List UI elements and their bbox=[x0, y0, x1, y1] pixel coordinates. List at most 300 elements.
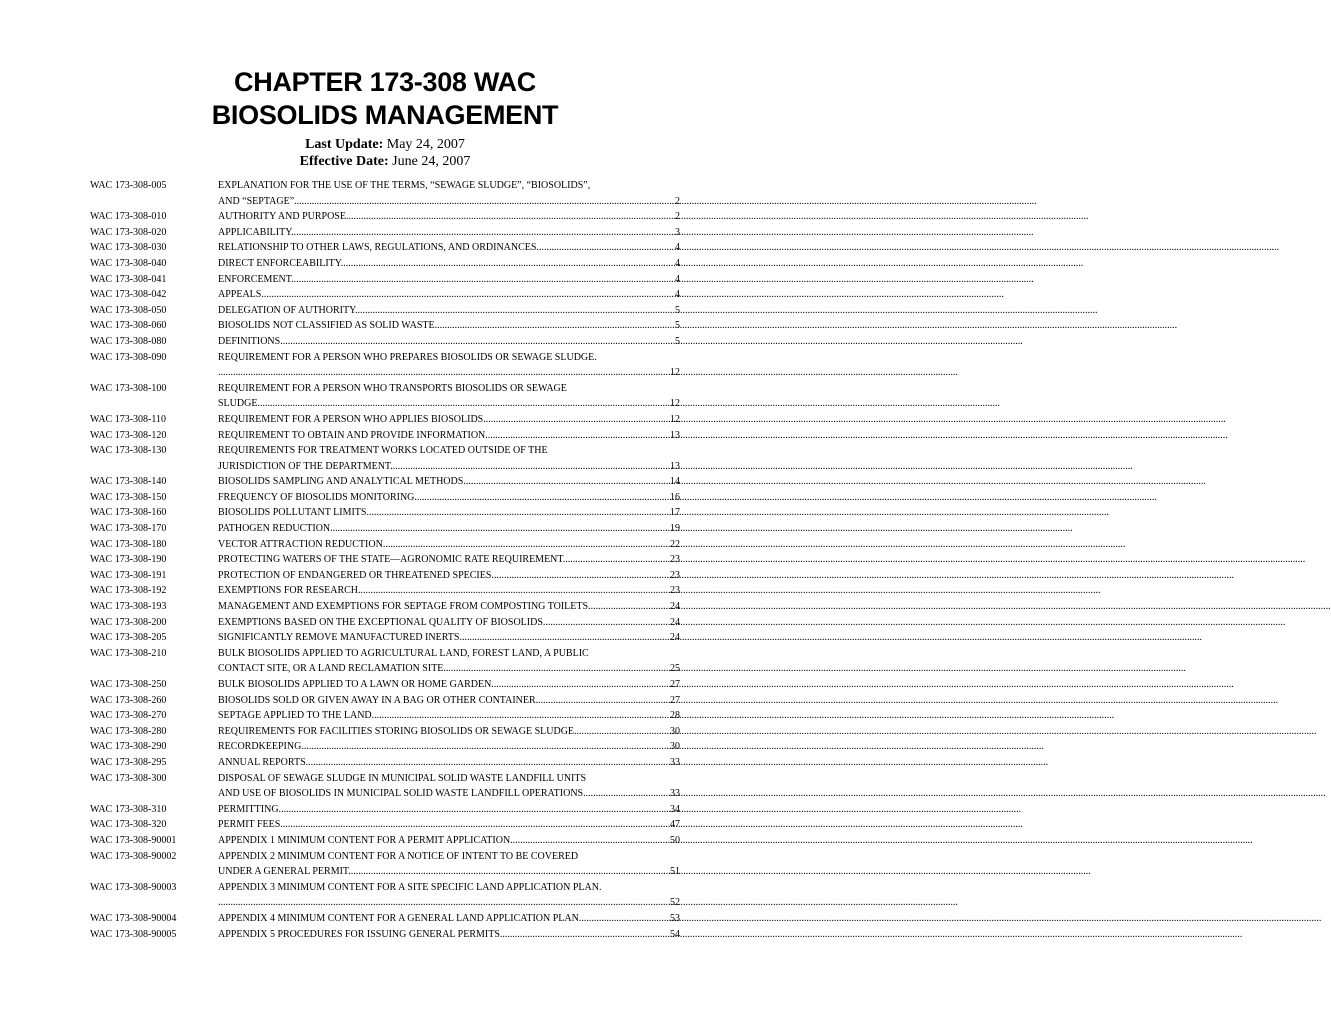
page-number: 34 bbox=[670, 803, 680, 815]
page-number: 16 bbox=[670, 491, 680, 503]
section-title: EXEMPTIONS FOR RESEARCH. bbox=[218, 585, 361, 597]
toc-entry[interactable] bbox=[90, 537, 680, 553]
section-title-block bbox=[218, 225, 680, 241]
toc-entry[interactable] bbox=[90, 303, 680, 319]
section-number: WAC 173-308-005 bbox=[90, 180, 167, 191]
section-title-line bbox=[218, 412, 680, 428]
section-number: WAC 173-308-193 bbox=[90, 601, 167, 613]
section-title-block bbox=[218, 552, 680, 568]
toc-entry[interactable] bbox=[90, 240, 680, 256]
section-title: APPENDIX 4 MINIMUM CONTENT FOR A GENERAL LAND APPLICATION PLAN. bbox=[218, 912, 582, 924]
section-title-line bbox=[218, 490, 680, 506]
section-number: WAC 173-308-041 bbox=[90, 273, 167, 285]
section-number: WAC 173-308-130 bbox=[90, 445, 167, 457]
page-number: 5 bbox=[675, 304, 680, 316]
section-title-continuation-line bbox=[218, 864, 680, 880]
dot-leader bbox=[260, 396, 669, 412]
section-title: SIGNIFICANTLY REMOVE MANUFACTURED INERTS. bbox=[218, 632, 462, 644]
page-number: 50 bbox=[670, 834, 680, 846]
section-title: PROTECTION OF ENDANGERED OR THREATENED SPECIES. bbox=[218, 569, 494, 581]
page-number: 51 bbox=[670, 866, 680, 878]
page-number: 24 bbox=[670, 616, 680, 628]
dot-leader bbox=[369, 505, 669, 521]
section-title-block bbox=[218, 412, 680, 428]
page-number: 5 bbox=[675, 320, 680, 332]
page-number: 25 bbox=[670, 663, 680, 675]
section-title: DELEGATION OF AUTHORITY. bbox=[218, 304, 358, 316]
section-title: REQUIREMENT FOR A PERSON WHO TRANSPORTS BIOSOLIDS OR SEWAGE bbox=[218, 382, 567, 394]
section-number: WAC 173-308-295 bbox=[90, 756, 167, 768]
section-title-block bbox=[218, 802, 680, 818]
section-title-line bbox=[218, 817, 680, 833]
section-title-line bbox=[218, 724, 680, 740]
last-update bbox=[0, 136, 770, 154]
dot-leader bbox=[374, 708, 669, 724]
page-number: 27 bbox=[670, 694, 680, 706]
page-number: 3 bbox=[675, 226, 680, 238]
dot-leader bbox=[545, 615, 669, 631]
dot-leader bbox=[502, 927, 669, 943]
section-title: SEPTAGE APPLIED TO THE LAND. bbox=[218, 710, 375, 722]
dot-leader bbox=[294, 225, 674, 241]
chapter-subtitle: BIOSOLIDS MANAGEMENT bbox=[211, 100, 559, 130]
dot-leader bbox=[466, 474, 669, 490]
page-number: 23 bbox=[670, 554, 680, 566]
section-title-continuation: SLUDGE. bbox=[218, 398, 260, 410]
page-number: 4 bbox=[675, 242, 680, 254]
section-title: AUTHORITY AND PURPOSE. bbox=[218, 211, 349, 223]
dot-leader bbox=[294, 272, 674, 288]
section-title-line bbox=[218, 911, 680, 927]
section-title-block bbox=[218, 817, 680, 833]
section-number: WAC 173-308-250 bbox=[90, 679, 167, 690]
section-title-block bbox=[218, 771, 680, 802]
section-title-line bbox=[218, 568, 680, 584]
section-title-block bbox=[218, 630, 680, 646]
section-title: BIOSOLIDS NOT CLASSIFIED AS SOLID WASTE. bbox=[218, 320, 438, 332]
toc-entry[interactable] bbox=[90, 505, 680, 521]
toc-entry[interactable] bbox=[90, 381, 680, 412]
section-title-block bbox=[218, 256, 680, 272]
section-number: WAC 173-308-191 bbox=[90, 569, 167, 581]
dot-leader bbox=[446, 661, 669, 677]
section-number: WAC 173-308-190 bbox=[90, 554, 167, 566]
dot-leader bbox=[348, 209, 674, 225]
section-title-block bbox=[218, 708, 680, 724]
section-title-continuation-line bbox=[218, 194, 680, 210]
chapter-title: CHAPTER 173-308 WAC bbox=[234, 67, 536, 97]
section-title: BULK BIOSOLIDS APPLIED TO AGRICULTURAL LAND, FOREST LAND, A PUBLIC bbox=[218, 647, 589, 659]
section-title: ANNUAL REPORTS. bbox=[218, 756, 309, 768]
section-number: WAC 173-308-300 bbox=[90, 772, 167, 784]
section-title: ENFORCEMENT. bbox=[218, 273, 294, 285]
section-title-block bbox=[218, 443, 680, 474]
section-title-continuation-line bbox=[218, 786, 680, 802]
section-title-continuation: CONTACT SITE, OR A LAND RECLAMATION SITE. bbox=[218, 663, 446, 675]
toc-entry[interactable] bbox=[90, 552, 680, 568]
section-number: WAC 173-308-90002 bbox=[90, 850, 177, 862]
section-title-block bbox=[218, 287, 680, 303]
section-title: DISPOSAL OF SEWAGE SLUDGE IN MUNICIPAL SOLID WASTE LANDFILL UNITS bbox=[218, 772, 587, 784]
section-title-line bbox=[218, 927, 680, 943]
section-number: WAC 173-308-090 bbox=[90, 351, 167, 363]
section-title-line bbox=[218, 833, 680, 849]
page-number: 5 bbox=[675, 335, 680, 347]
section-title-line bbox=[218, 428, 680, 444]
section-title-block bbox=[218, 739, 680, 755]
dot-leader bbox=[304, 739, 669, 755]
section-title: APPENDIX 2 MINIMUM CONTENT FOR A NOTICE OF INTENT TO BE COVERED bbox=[218, 850, 579, 862]
section-number: WAC 173-308-010 bbox=[90, 211, 167, 223]
dot-leader bbox=[462, 630, 669, 646]
section-title-continuation-line bbox=[218, 365, 680, 381]
section-number: WAC 173-308-170 bbox=[90, 523, 167, 535]
section-title-line bbox=[218, 708, 680, 724]
section-title: EXEMPTIONS BASED ON THE EXCEPTIONAL QUALITY OF BIOSOLIDS. bbox=[218, 616, 546, 628]
effective-date-label: Effective Date: bbox=[299, 154, 389, 169]
section-title: REQUIREMENT FOR A PERSON WHO APPLIES BIOSOLIDS. bbox=[218, 413, 486, 425]
section-title-line bbox=[218, 521, 680, 537]
page-number: 4 bbox=[675, 257, 680, 269]
section-title-line bbox=[218, 693, 680, 709]
toc-entry[interactable] bbox=[90, 428, 680, 444]
section-title-block bbox=[218, 599, 680, 615]
page-number: 33 bbox=[670, 756, 680, 768]
section-title-block bbox=[218, 568, 680, 584]
dot-leader bbox=[577, 724, 669, 740]
section-title: RECORDKEEPING. bbox=[218, 741, 304, 753]
dot-leader bbox=[437, 318, 674, 334]
toc-entry[interactable] bbox=[90, 318, 680, 334]
section-title-block bbox=[218, 209, 680, 225]
section-title-block bbox=[218, 880, 680, 911]
section-title-line bbox=[218, 615, 680, 631]
section-title-line bbox=[218, 225, 680, 241]
dot-leader bbox=[385, 537, 669, 553]
toc-entry[interactable] bbox=[90, 755, 680, 771]
page-number: 12 bbox=[670, 398, 680, 410]
last-update-value: May 24, 2007 bbox=[386, 137, 465, 152]
section-title-continuation: JURISDICTION OF THE DEPARTMENT. bbox=[218, 460, 393, 472]
dot-leader bbox=[351, 864, 669, 880]
section-title-line bbox=[218, 474, 680, 490]
section-title-block bbox=[218, 381, 680, 412]
dot-leader bbox=[494, 677, 669, 693]
section-title-block bbox=[218, 537, 680, 553]
toc-entry[interactable] bbox=[90, 771, 680, 802]
toc-entry[interactable] bbox=[90, 350, 680, 381]
section-title-line bbox=[218, 583, 680, 599]
table-of-contents bbox=[90, 178, 680, 942]
section-title: APPENDIX 3 MINIMUM CONTENT FOR A SITE SPECIFIC LAND APPLICATION PLAN. bbox=[218, 881, 602, 893]
section-title-block bbox=[218, 318, 680, 334]
section-number: WAC 173-308-040 bbox=[90, 257, 167, 269]
dot-leader bbox=[486, 412, 669, 428]
section-number: WAC 173-308-180 bbox=[90, 538, 167, 550]
section-title: EXPLANATION FOR THE USE OF THE TERMS, “SEWAGE SLUDGE”, “BIOSOLIDS”, bbox=[218, 180, 591, 191]
section-number: WAC 173-308-210 bbox=[90, 647, 167, 659]
section-title: PERMITTING. bbox=[218, 803, 282, 815]
page-number: 4 bbox=[675, 273, 680, 285]
section-title: MANAGEMENT AND EXEMPTIONS FOR SEPTAGE FROM COMPOSTING TOILETS. bbox=[218, 601, 591, 613]
section-number: WAC 173-308-020 bbox=[90, 226, 167, 238]
dot-leader bbox=[218, 895, 669, 911]
page-number: 53 bbox=[670, 912, 680, 924]
dot-leader bbox=[417, 490, 669, 506]
page-number: 4 bbox=[675, 289, 680, 301]
dot-leader bbox=[343, 256, 674, 272]
section-title-line bbox=[218, 802, 680, 818]
dot-leader bbox=[393, 459, 669, 475]
section-title: APPEALS. bbox=[218, 289, 264, 301]
section-title-block bbox=[218, 677, 680, 693]
dot-leader bbox=[591, 599, 669, 615]
page-number: 22 bbox=[670, 538, 680, 550]
dot-leader bbox=[581, 911, 669, 927]
page-number: 23 bbox=[670, 569, 680, 581]
toc-entry[interactable] bbox=[90, 724, 680, 740]
toc-entry[interactable] bbox=[90, 178, 680, 209]
toc-entry[interactable] bbox=[90, 443, 680, 474]
section-number: WAC 173-308-192 bbox=[90, 585, 167, 597]
last-update-label: Last Update: bbox=[305, 137, 384, 152]
section-number: WAC 173-308-270 bbox=[90, 710, 167, 722]
section-title-block bbox=[218, 240, 680, 256]
section-number: WAC 173-308-205 bbox=[90, 632, 167, 644]
dot-leader bbox=[494, 568, 669, 584]
toc-entry[interactable] bbox=[90, 802, 680, 818]
section-title-block bbox=[218, 927, 680, 943]
section-title-continuation-line bbox=[218, 396, 680, 412]
section-title: PERMIT FEES. bbox=[218, 819, 283, 831]
section-number: WAC 173-308-90003 bbox=[90, 881, 177, 893]
page-number: 14 bbox=[670, 476, 680, 488]
toc-entry[interactable] bbox=[90, 568, 680, 584]
section-number: WAC 173-308-260 bbox=[90, 694, 167, 706]
section-title-line bbox=[218, 630, 680, 646]
section-title-block bbox=[218, 646, 680, 677]
section-title: APPENDIX 5 PROCEDURES FOR ISSUING GENERAL PERMITS. bbox=[218, 928, 503, 940]
section-title-line bbox=[218, 739, 680, 755]
toc-entry[interactable] bbox=[90, 225, 680, 241]
section-number: WAC 173-308-120 bbox=[90, 429, 167, 441]
section-title: REQUIREMENTS FOR FACILITIES STORING BIOSOLIDS OR SEWAGE SLUDGE. bbox=[218, 725, 577, 737]
section-title-block bbox=[218, 303, 680, 319]
section-number: WAC 173-308-110 bbox=[90, 413, 167, 425]
section-title-block bbox=[218, 490, 680, 506]
section-title: RELATIONSHIP TO OTHER LAWS, REGULATIONS, AND ORDINANCES. bbox=[218, 242, 539, 254]
toc-entry[interactable] bbox=[90, 412, 680, 428]
section-number: WAC 173-308-90004 bbox=[90, 912, 177, 924]
section-number: WAC 173-308-042 bbox=[90, 289, 167, 301]
section-title-line bbox=[218, 537, 680, 553]
section-number: WAC 173-308-200 bbox=[90, 616, 167, 628]
dot-leader bbox=[565, 552, 669, 568]
dot-leader bbox=[538, 693, 669, 709]
page-number: 12 bbox=[670, 367, 680, 379]
section-title-block bbox=[218, 272, 680, 288]
page-number: 12 bbox=[670, 413, 680, 425]
dot-leader bbox=[283, 817, 669, 833]
dot-leader bbox=[488, 428, 669, 444]
section-number: WAC 173-308-050 bbox=[90, 304, 167, 316]
section-title-line bbox=[218, 334, 680, 350]
page-number: 33 bbox=[670, 788, 680, 800]
section-title-block bbox=[218, 505, 680, 521]
section-title-continuation: AND “SEPTAGE”. bbox=[218, 195, 297, 207]
page-number: 19 bbox=[670, 523, 680, 535]
page-number: 17 bbox=[670, 507, 680, 519]
section-title: DIRECT ENFORCEABILITY. bbox=[218, 257, 344, 269]
dot-leader bbox=[358, 303, 674, 319]
section-title-line bbox=[218, 505, 680, 521]
page-number: 2 bbox=[675, 195, 680, 207]
section-title: BIOSOLIDS POLLUTANT LIMITS. bbox=[218, 507, 369, 519]
toc-entry[interactable] bbox=[90, 833, 680, 849]
section-title-block bbox=[218, 911, 680, 927]
section-number: WAC 173-308-320 bbox=[90, 819, 167, 831]
section-number: WAC 173-308-060 bbox=[90, 320, 167, 332]
toc-entry[interactable] bbox=[90, 927, 680, 943]
section-title-line bbox=[218, 256, 680, 272]
section-title: VECTOR ATTRACTION REDUCTION. bbox=[218, 538, 386, 550]
toc-entry[interactable] bbox=[90, 256, 680, 272]
dot-leader bbox=[361, 583, 669, 599]
section-number: WAC 173-308-030 bbox=[90, 242, 167, 254]
section-number: WAC 173-308-100 bbox=[90, 382, 167, 394]
section-number: WAC 173-308-310 bbox=[90, 803, 167, 815]
page-number: 30 bbox=[670, 725, 680, 737]
toc-entry[interactable] bbox=[90, 490, 680, 506]
dot-leader bbox=[283, 334, 674, 350]
section-title-continuation-line bbox=[218, 459, 680, 475]
section-title-block bbox=[218, 615, 680, 631]
toc-entry[interactable] bbox=[90, 911, 680, 927]
section-title-line bbox=[218, 272, 680, 288]
toc-entry[interactable] bbox=[90, 646, 680, 677]
section-title: REQUIREMENT TO OBTAIN AND PROVIDE INFORMATION. bbox=[218, 429, 488, 441]
page-number: 52 bbox=[670, 897, 680, 909]
toc-entry[interactable] bbox=[90, 599, 680, 615]
page-number: 24 bbox=[670, 601, 680, 613]
section-title-line bbox=[218, 318, 680, 334]
section-number: WAC 173-308-140 bbox=[90, 476, 167, 488]
section-title-line bbox=[218, 755, 680, 771]
toc-entry[interactable] bbox=[90, 708, 680, 724]
section-title: FREQUENCY OF BIOSOLIDS MONITORING. bbox=[218, 491, 417, 503]
section-title: PROTECTING WATERS OF THE STATE—AGRONOMIC RATE REQUIREMENT. bbox=[218, 554, 566, 566]
section-number: WAC 173-308-90005 bbox=[90, 928, 177, 940]
section-title-block bbox=[218, 428, 680, 444]
toc-entry[interactable] bbox=[90, 677, 680, 693]
toc-entry[interactable] bbox=[90, 334, 680, 350]
section-title-line bbox=[218, 552, 680, 568]
page-number: 2 bbox=[675, 211, 680, 223]
section-title-block bbox=[218, 350, 680, 381]
section-title: BIOSOLIDS SAMPLING AND ANALYTICAL METHODS. bbox=[218, 476, 466, 488]
section-title: BIOSOLIDS SOLD OR GIVEN AWAY IN A BAG OR OTHER CONTAINER. bbox=[218, 694, 539, 706]
toc-entry[interactable] bbox=[90, 209, 680, 225]
toc-entry[interactable] bbox=[90, 615, 680, 631]
toc-entry[interactable] bbox=[90, 880, 680, 911]
section-title: APPENDIX 1 MINIMUM CONTENT FOR A PERMIT APPLICATION. bbox=[218, 834, 513, 846]
dot-leader bbox=[264, 287, 674, 303]
dot-leader bbox=[308, 755, 669, 771]
section-title-block bbox=[218, 178, 680, 209]
section-title-continuation: AND USE OF BIOSOLIDS IN MUNICIPAL SOLID WASTE LANDFILL OPERATIONS. bbox=[218, 788, 586, 800]
section-title-line bbox=[218, 240, 680, 256]
section-title-continuation: UNDER A GENERAL PERMIT. bbox=[218, 866, 351, 878]
section-title-line bbox=[218, 677, 680, 693]
page-number: 27 bbox=[670, 679, 680, 690]
toc-entry[interactable] bbox=[90, 583, 680, 599]
section-title: BULK BIOSOLIDS APPLIED TO A LAWN OR HOME GARDEN. bbox=[218, 679, 494, 690]
section-title: APPLICABILITY. bbox=[218, 226, 294, 238]
section-title: DEFINITIONS. bbox=[218, 335, 283, 347]
section-title: PATHOGEN REDUCTION. bbox=[218, 523, 333, 535]
dot-leader bbox=[218, 365, 669, 381]
toc-entry[interactable] bbox=[90, 287, 680, 303]
toc-entry[interactable] bbox=[90, 272, 680, 288]
dot-leader bbox=[539, 240, 674, 256]
section-title-block bbox=[218, 583, 680, 599]
section-title-line bbox=[218, 287, 680, 303]
toc-entry[interactable] bbox=[90, 474, 680, 490]
page-number: 30 bbox=[670, 741, 680, 753]
section-title: REQUIREMENTS FOR TREATMENT WORKS LOCATED OUTSIDE OF THE bbox=[218, 445, 548, 457]
page-number: 13 bbox=[670, 429, 680, 441]
dot-leader bbox=[513, 833, 669, 849]
dot-leader bbox=[586, 786, 669, 802]
section-title: REQUIREMENT FOR A PERSON WHO PREPARES BIOSOLIDS OR SEWAGE SLUDGE. bbox=[218, 351, 597, 363]
section-title-block bbox=[218, 474, 680, 490]
section-title-line bbox=[218, 599, 680, 615]
section-title-block bbox=[218, 849, 680, 880]
toc-entry[interactable] bbox=[90, 817, 680, 833]
toc-entry[interactable] bbox=[90, 521, 680, 537]
section-number: WAC 173-308-280 bbox=[90, 725, 167, 737]
page-number: 54 bbox=[670, 928, 680, 940]
section-title-block bbox=[218, 833, 680, 849]
dot-leader bbox=[297, 194, 674, 210]
toc-entry[interactable] bbox=[90, 693, 680, 709]
dot-leader bbox=[333, 521, 669, 537]
section-title-line bbox=[218, 303, 680, 319]
section-number: WAC 173-308-080 bbox=[90, 335, 167, 347]
section-title-line bbox=[218, 209, 680, 225]
section-number: WAC 173-308-160 bbox=[90, 507, 167, 519]
page-number: 13 bbox=[670, 460, 680, 472]
section-title-block bbox=[218, 724, 680, 740]
page-number: 47 bbox=[670, 819, 680, 831]
page-number: 24 bbox=[670, 632, 680, 644]
effective-date bbox=[0, 153, 770, 171]
section-title-block bbox=[218, 693, 680, 709]
section-number: WAC 173-308-150 bbox=[90, 491, 167, 503]
toc-entry[interactable] bbox=[90, 849, 680, 880]
section-number: WAC 173-308-290 bbox=[90, 741, 167, 753]
section-title-block bbox=[218, 334, 680, 350]
page-number: 23 bbox=[670, 585, 680, 597]
section-title-continuation-line bbox=[218, 895, 680, 911]
section-title-block bbox=[218, 755, 680, 771]
toc-entry[interactable] bbox=[90, 739, 680, 755]
toc-entry[interactable] bbox=[90, 630, 680, 646]
section-number: WAC 173-308-90001 bbox=[90, 834, 177, 846]
dot-leader bbox=[281, 802, 669, 818]
section-title-block bbox=[218, 521, 680, 537]
effective-date-value: June 24, 2007 bbox=[392, 154, 471, 169]
